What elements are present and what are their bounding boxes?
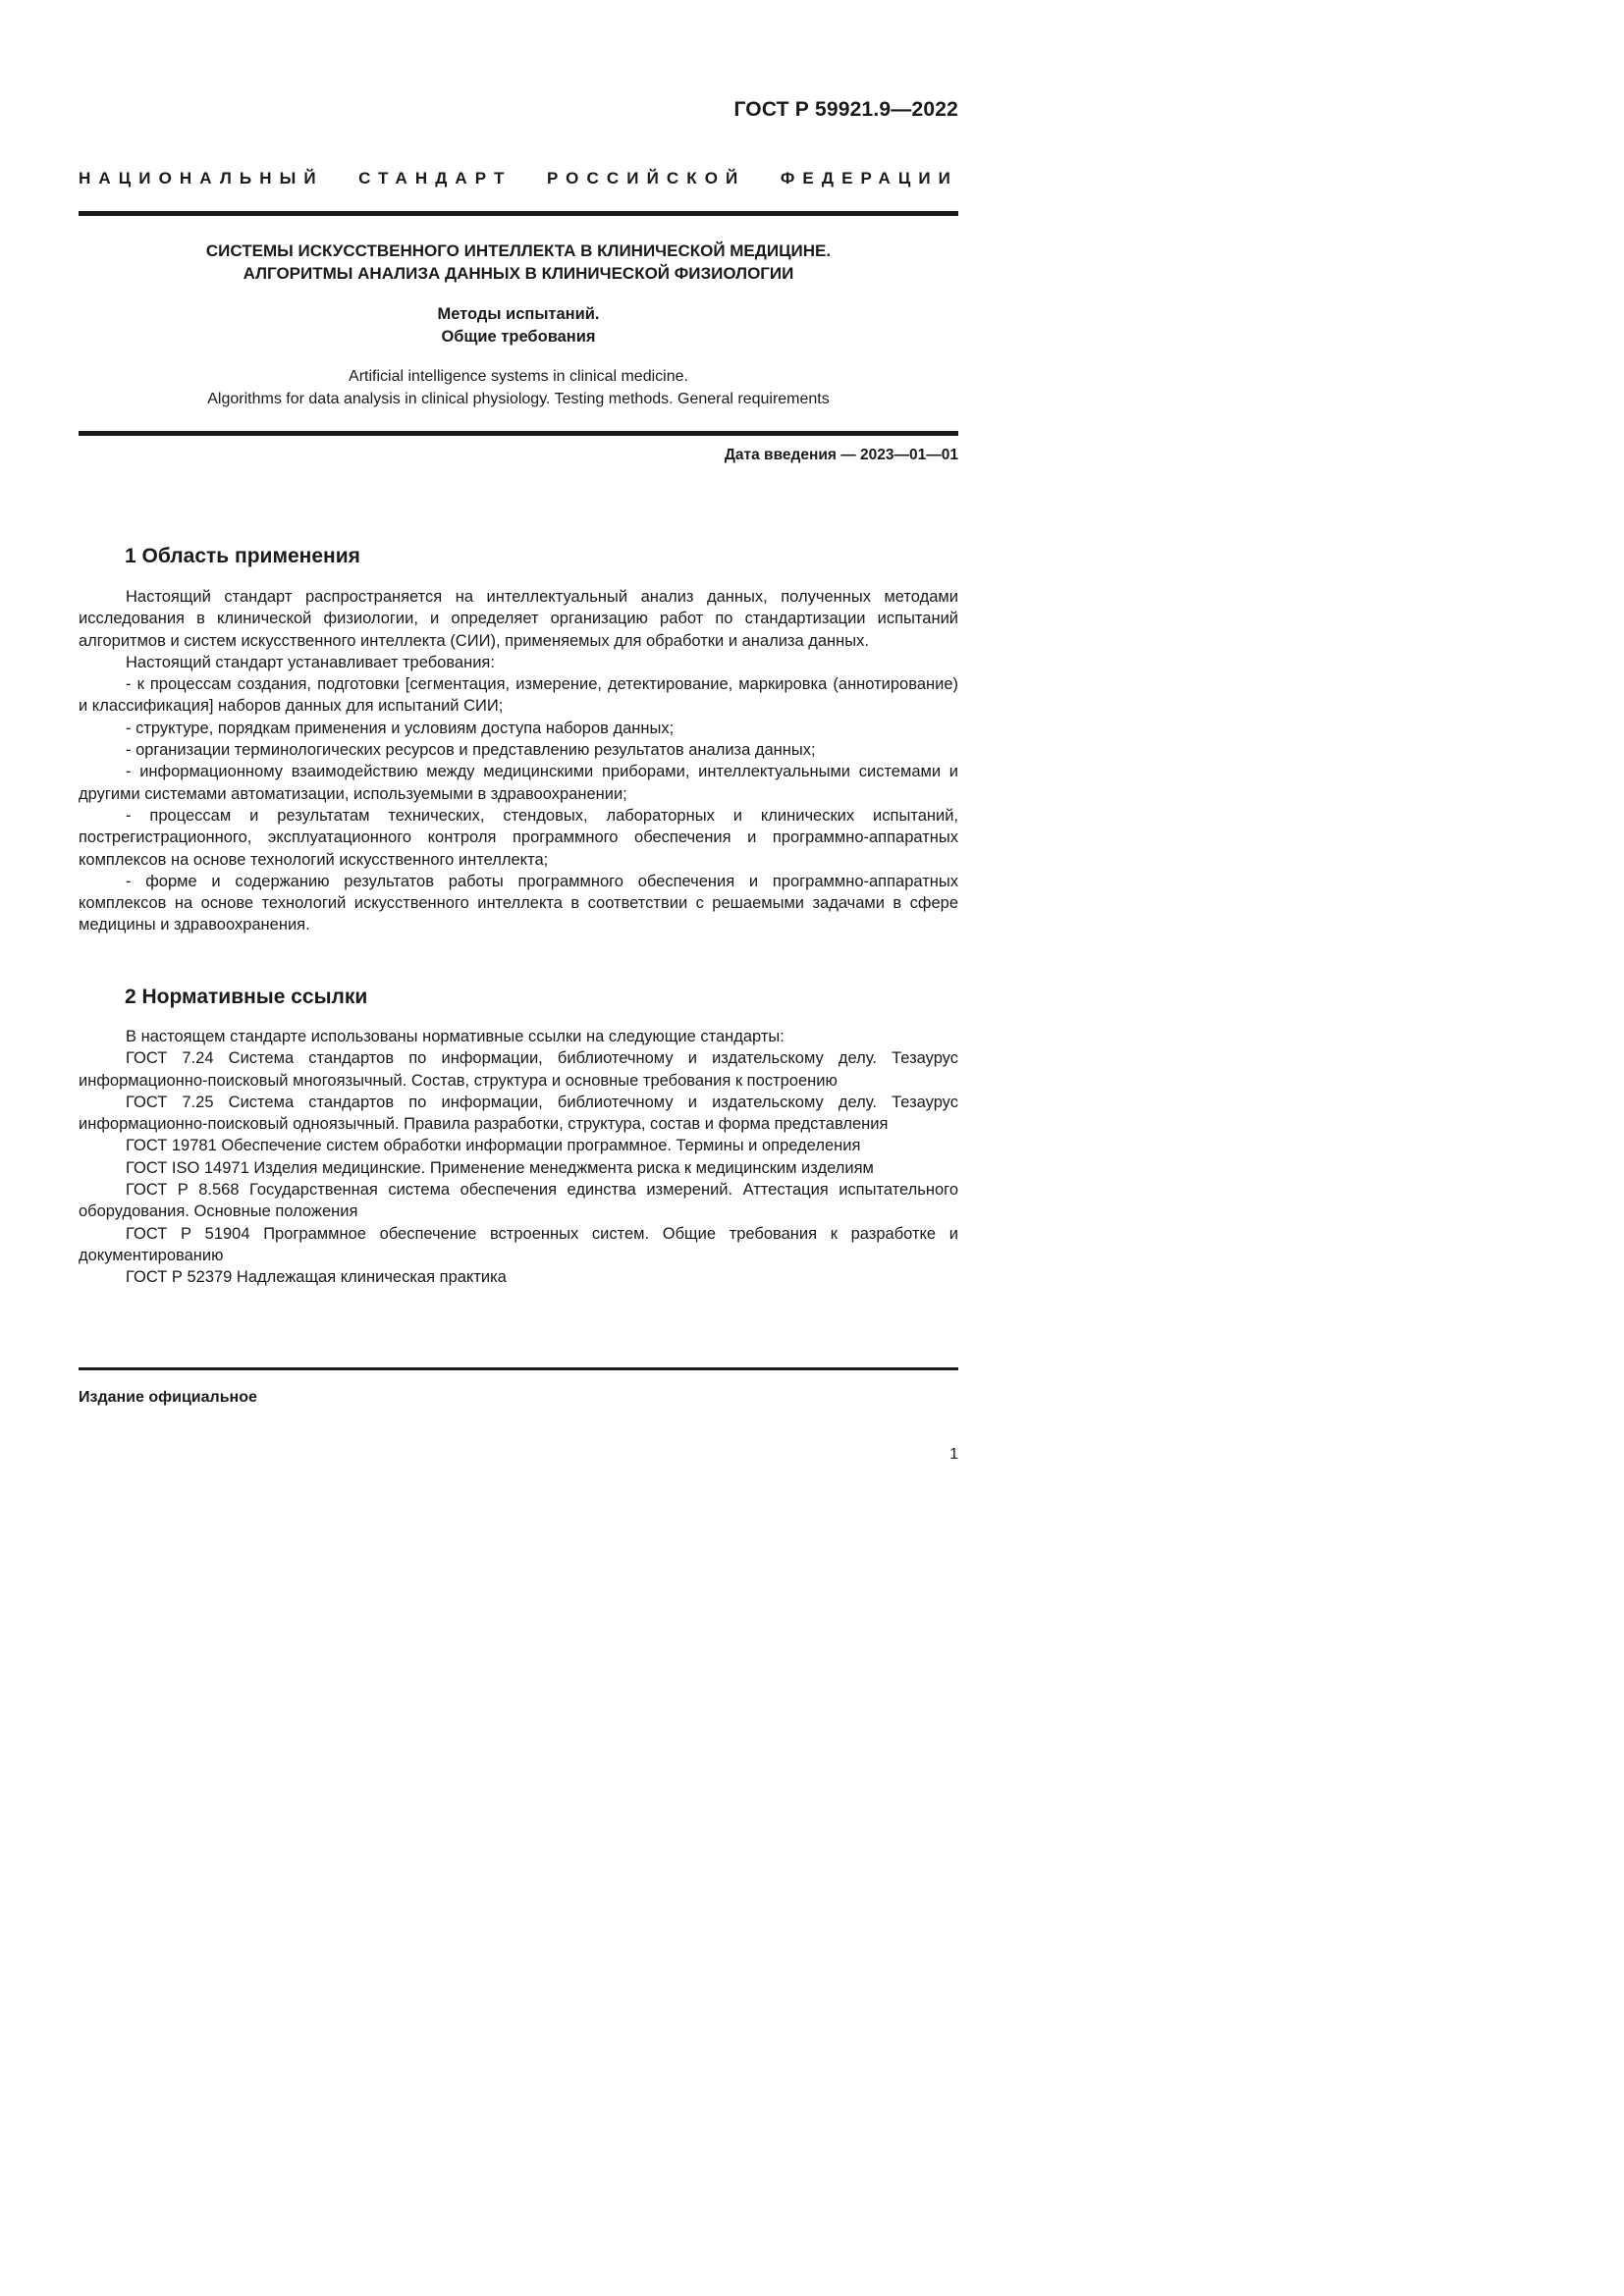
list-item: - организации терминологических ресурсов и представлению результатов анализа данных; — [126, 741, 816, 760]
section-1-paragraph-1: Настоящий стандарт распространяется на интеллектуальный анализ данных, полученных методами исследования в клинической физиологии, и определяет организацию работ по стандартизации испытаний алгоритмов и систем искусственного интеллекта (СИИ), применяемых для обработки и анализа данных. — [79, 588, 958, 650]
english-title — [79, 365, 958, 410]
list-item: - к процессам создания, подготовки [сегментация, измерение, детектирование, маркировка (аннотирование) и классификация] наборов данных для испытаний СИИ; — [79, 675, 958, 716]
section-1-body — [79, 586, 958, 936]
subtitle-line-2: Общие требования — [441, 328, 596, 346]
section-1-paragraph-2: Настоящий стандарт устанавливает требования: — [126, 653, 495, 671]
list-item: - информационному взаимодействию между медицинскими приборами, интеллектуальными системами и другими системами автоматизации, используемыми в здравоохранении; — [79, 763, 958, 803]
reference-item: ГОСТ Р 51904 Программное обеспечение встроенных систем. Общие требования к разработке и документированию — [79, 1224, 958, 1264]
document-code: ГОСТ Р 59921.9—2022 — [733, 98, 958, 121]
reference-item: ГОСТ ISO 14971 Изделия медицинские. Применение менеджмента риска к медицинским изделиям — [126, 1158, 874, 1177]
section-2-heading: 2 Нормативные ссылки — [125, 986, 368, 1008]
footer-rule — [79, 1367, 958, 1370]
document-title — [79, 240, 958, 285]
list-item: - процессам и результатам технических, стендовых, лабораторных и клинических испытаний, пострегистрационного, эксплуатационного контроля программного обеспечения и программно-аппаратных комплексов на основе технологий искусственного интеллекта; — [79, 806, 958, 869]
page-number: 1 — [949, 1446, 958, 1463]
reference-item: ГОСТ Р 8.568 Государственная система обеспечения единства измерений. Аттестация испытательного оборудования. Основные положения — [79, 1181, 958, 1221]
top-rule — [79, 211, 958, 216]
subtitle-line-1: Методы испытаний. — [437, 305, 600, 323]
title-line-2: АЛГОРИТМЫ АНАЛИЗА ДАННЫХ В КЛИНИЧЕСКОЙ ФИЗИОЛОГИИ — [243, 264, 794, 283]
title-rule — [79, 431, 958, 436]
document-subtitle — [79, 303, 958, 348]
title-line-1: СИСТЕМЫ ИСКУССТВЕННОГО ИНТЕЛЛЕКТА В КЛИНИЧЕСКОЙ МЕДИЦИНЕ. — [205, 241, 832, 260]
reference-item: ГОСТ 7.24 Система стандартов по информации, библиотечному и издательскому делу. Тезаурус информационно-поисковый многоязычный. Состав, структура и основные требования к построению — [79, 1049, 958, 1090]
national-standard-heading: НАЦИОНАЛЬНЫЙ СТАНДАРТ РОССИЙСКОЙ ФЕДЕРАЦИИ — [79, 169, 958, 187]
section-2-intro: В настоящем стандарте использованы нормативные ссылки на следующие стандарты: — [126, 1028, 785, 1045]
list-item: - форме и содержанию результатов работы программного обеспечения и программно-аппаратных комплексов на основе технологий искусственного интеллекта в соответствии с решаемыми задачами в сфере медицины и здравоохранения. — [79, 872, 958, 934]
english-title-line-1: Artificial intelligence systems in clinical medicine. — [349, 368, 688, 385]
reference-item: ГОСТ 19781 Обеспечение систем обработки информации программное. Термины и определения — [126, 1137, 861, 1155]
list-item: - структуре, порядкам применения и условиям доступа наборов данных; — [126, 719, 675, 737]
reference-item: ГОСТ 7.25 Система стандартов по информации, библиотечному и издательскому делу. Тезаурус информационно-поисковый одноязычный. Правила разработки, структура, состав и форма представления — [79, 1093, 958, 1134]
introduction-date: Дата введения — 2023—01—01 — [724, 447, 958, 463]
official-edition-label: Издание официальное — [79, 1389, 257, 1406]
section-2-body — [79, 1026, 958, 1289]
english-title-line-2: Algorithms for data analysis in clinical physiology. Testing methods. General requirements — [207, 391, 830, 407]
reference-item: ГОСТ Р 52379 Надлежащая клиническая практика — [126, 1268, 507, 1287]
section-1-heading: 1 Область применения — [125, 545, 360, 567]
document-page — [0, 0, 1088, 1539]
